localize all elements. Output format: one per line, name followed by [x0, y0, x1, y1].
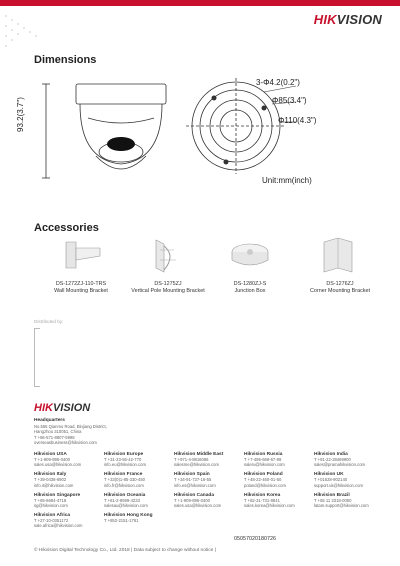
corner-bracket-icon — [318, 236, 358, 276]
footer-copyright: © Hikvision Digital Technology Co., Ltd. 2018 | Data subject to change without notice | — [34, 548, 216, 553]
office-item: Hikvision Europe T +31-23-55-42-770 info.eu@hikvision.com — [104, 452, 146, 468]
office-item: Hikvision Korea T +82-31-731-8841 sales.korea@hikvision.com — [244, 492, 295, 509]
distributor-bracket-tick-bottom — [34, 386, 40, 387]
brand-logo: HIKVISION — [313, 12, 382, 27]
accessories-title: Accessories — [34, 222, 99, 234]
top-red-bar — [0, 0, 400, 6]
office-item: Hikvision Italy T +39-0438-6902 info.it@hikvision.com — [34, 472, 74, 488]
junction-box-icon — [228, 240, 272, 272]
camera-side-view-drawing — [28, 78, 178, 188]
hq-address: No.555 Qianmo Road, Binjiang District, Hangzhou 310051, China T +86-571-8807-5998 overseasbusiness@hikvision.com — [34, 424, 107, 446]
office-item: Hikvision Africa T +27-10-0351172 sale.africa@hikvision.com — [34, 513, 83, 529]
wall-bracket-icon — [60, 238, 104, 274]
office-item: Hikvision Russia T +7-495-669-67-99 saleru@hikvision.com — [244, 452, 285, 468]
distributor-bracket-top — [34, 328, 35, 386]
camera-top-view-drawing — [186, 78, 296, 178]
distributed-by-label: Distributed by: — [34, 319, 64, 324]
office-item: Hikvision USA T +1-909-895-0400 sales.usa@hikvision.com — [34, 452, 82, 468]
outer-diameter-label: Φ110(4.3") — [278, 116, 317, 125]
document-code: 05057020180726 — [234, 536, 276, 542]
office-item: Hikvision Spain T +34-91-737-16-55 info.es@hikvision.com — [174, 472, 216, 488]
office-item: Hikvision Brazil T +55 11 3318-0050 latam.support@hikvision.com — [314, 492, 369, 509]
office-item: Hikvision France T +33(0)1-85-330-450 info.fr@hikvision.com — [104, 472, 146, 488]
office-item: Hikvision UK T +01628-902140 support.uk@hikvision.com — [314, 472, 363, 488]
office-item: Hikvision India T +91-22-28469900 sales@pramahikvision.com — [314, 452, 366, 468]
height-dimension-label: 93.2(3.7") — [16, 97, 25, 132]
office-item: Hikvision Middle East T +971-4-8816086 salesme@hikvision.com — [174, 452, 224, 468]
accessory-caption-4: DS-1276ZJ Corner Mounting Bracket — [310, 281, 370, 294]
office-item: Hikvision Hong Kong T +852-2151-1761 — [104, 513, 153, 524]
offices-grid — [34, 452, 394, 529]
accessory-caption-1: DS-1272ZJ-110-TRS Wall Mounting Bracket — [54, 281, 108, 294]
hq-title: Headquarters — [34, 418, 65, 423]
inner-diameter-label: Φ85(3.4") — [272, 96, 307, 105]
office-item: Hikvision Poland T +48-22-460-01-50 poland@hikvision.com — [244, 472, 286, 488]
hole-dimension-label: 3-Φ4.2(0.2") — [256, 78, 300, 87]
distributor-bracket-tick — [34, 328, 40, 329]
dimensions-title: Dimensions — [34, 54, 97, 66]
unit-label: Unit:mm(inch) — [262, 176, 312, 185]
office-item: Hikvision Singapore T +65-6684-4718 sg@hikvision.com — [34, 492, 81, 509]
office-item: Hikvision Oceania T +61-2-8599-4233 salesau@hikvision.com — [104, 492, 148, 509]
accessory-caption-2: DS-1275ZJ Vertical Pole Mounting Bracket — [131, 281, 205, 294]
accessory-caption-3: DS-1280ZJ-S Junction Box — [233, 281, 267, 294]
pole-bracket-icon — [146, 236, 186, 276]
company-logo: HIKVISION — [34, 402, 91, 414]
office-item: Hikvision Canada T +1-909-895-0400 sales.usa@hikvision.com — [174, 492, 222, 509]
